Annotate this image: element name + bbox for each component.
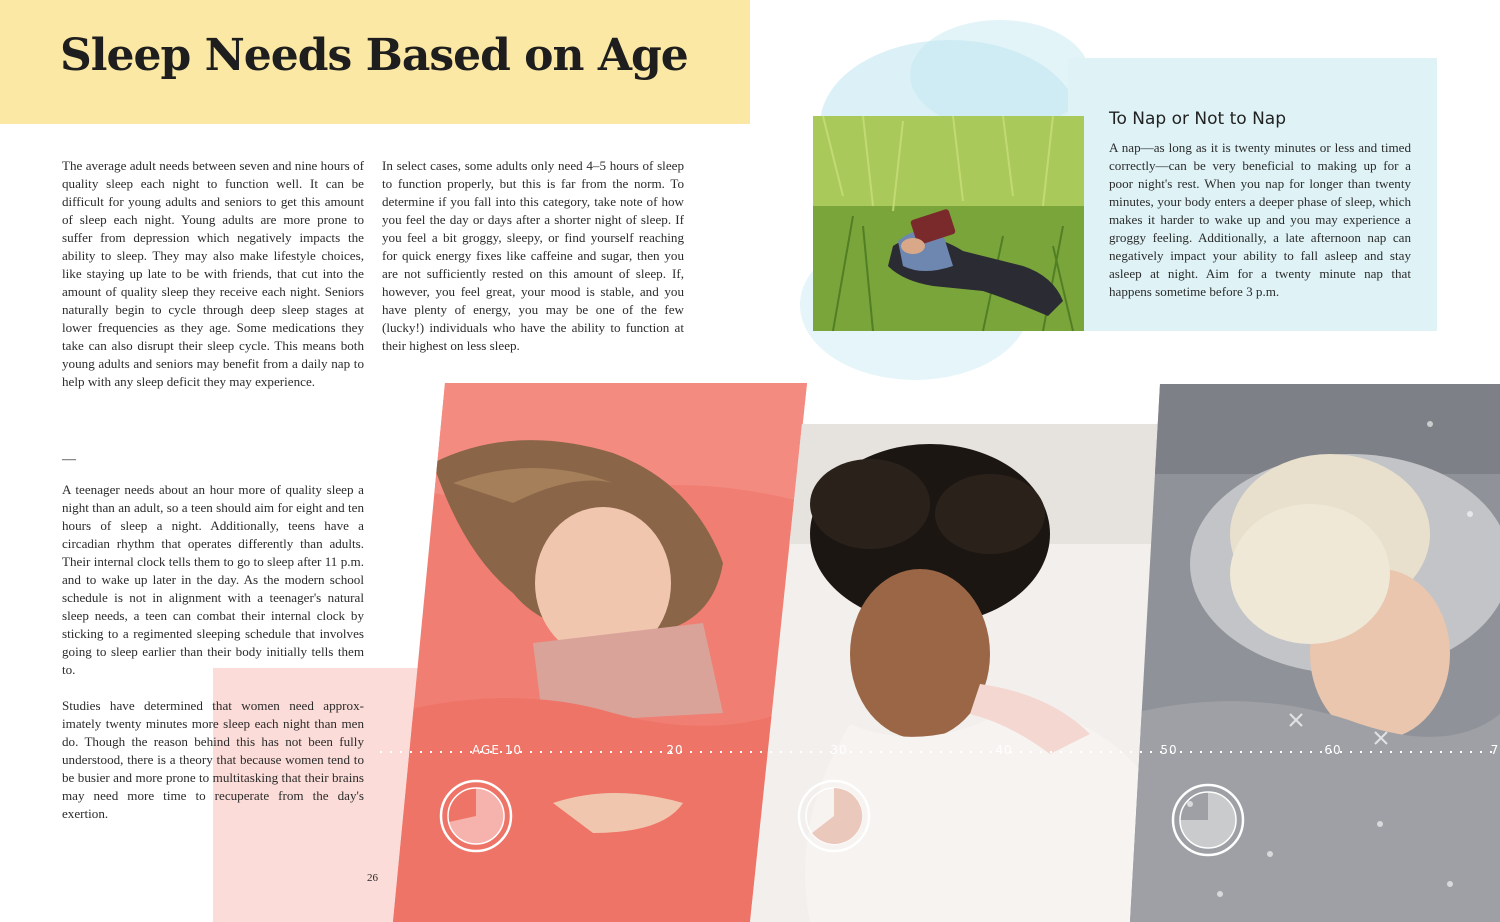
paragraph-women-sleep: Studies have determined that women need approx-imately twenty minutes more sleep each night than men do. Though the reason behind this has not been fully understood, there is a theory that because women tend to be busier and more prone to multitasking that their brains may need more time to recuperate from the day's exertion. bbox=[62, 698, 364, 821]
timeline-label-40: 40 bbox=[995, 743, 1013, 757]
clock-icon bbox=[796, 778, 872, 854]
nap-photo bbox=[813, 116, 1084, 331]
section-separator: — bbox=[62, 452, 76, 467]
timeline-label-70: 7 bbox=[1490, 743, 1500, 757]
paragraph-teen-sleep: A teenager needs about an hour more of quality sleep a night than an adult, so a teen should aim for eight and ten hours of sleep a night. Additionally, teens have a circadian rhythm that operates differently than adults. Their internal clock tells them to go to sleep after 11 p.m. and to wake up later in the day. As the modern school schedule is not in alignment with a teenager's natural sleep needs, a teen can combat their internal clock by sticking to a regimented sleeping schedule that involves going to sleep earlier than their body initially tells them to. bbox=[62, 482, 364, 677]
timeline-label-60: 60 bbox=[1324, 743, 1342, 757]
age-timeline bbox=[380, 743, 1500, 763]
woman-napping-in-grass-image bbox=[813, 116, 1084, 331]
paragraph-adult-sleep: The average adult needs between seven and nine hours of quality sleep each night to function well. It can be difficult for young adults and seniors to get this amount of sleep each night. Young adults are more prone to suffer from depression which negatively impacts the ability to sleep. They may also make lifestyle choices, like staying up late to be with friends, that cut into the amount of quality sleep they receive each night. Seniors naturally begin to cycle through deep sleep stages at lower frequencies as they age. Some medications they take can also disrupt their sleep cycle. This means both young adults and seniors may benefit from a daily nap to help with any sleep deficit they may experience. bbox=[62, 158, 364, 389]
page-number: 26 bbox=[367, 872, 378, 884]
column-1-bottom bbox=[62, 481, 364, 841]
sidebar-text: A nap—as long as it is twenty minutes or less and timed correctly—can be very beneficial to making up for a poor night's rest. When you nap for longer than twenty minutes, your body enters a deeper phase of sleep, which makes it harder to wake up and you may experience a groggy feeling. Additionally, a late afternoon nap can negatively impact your ability to fall asleep and stay asleep at night. Aim for a twenty minute nap that happens sometime before 3 p.m. bbox=[1109, 140, 1411, 299]
column-1-top bbox=[62, 157, 364, 409]
timeline-label-20: 20 bbox=[666, 743, 684, 757]
page-title: Sleep Needs Based on Age bbox=[60, 30, 688, 81]
watercolor-splash bbox=[910, 20, 1090, 130]
paragraph-short-sleepers: In select cases, some adults only need 4–5 hours of sleep to function properly, but this is far from the norm. To determine if you fall into this category, take note of how you feel the day or days after a shorter night of sleep. If you feel a bit groggy, sleepy, or find yourself reaching for quick energy fixes like caffeine and sugar, then you are not sufficiently rested on this amount of sleep. If, however, you feel great, your mood is stable, and you have plenty of energy, you may be one of the few (lucky!) individuals who have the ability to function at their highest on less sleep. bbox=[382, 158, 684, 353]
timeline-label-age-10: AGE 10 bbox=[472, 743, 522, 757]
column-2 bbox=[382, 157, 684, 373]
sidebar-title: To Nap or Not to Nap bbox=[1109, 109, 1287, 129]
timeline-label-50: 50 bbox=[1160, 743, 1178, 757]
timeline-label-30: 30 bbox=[830, 743, 848, 757]
clock-icon bbox=[438, 778, 514, 854]
clock-icon bbox=[1170, 782, 1246, 858]
